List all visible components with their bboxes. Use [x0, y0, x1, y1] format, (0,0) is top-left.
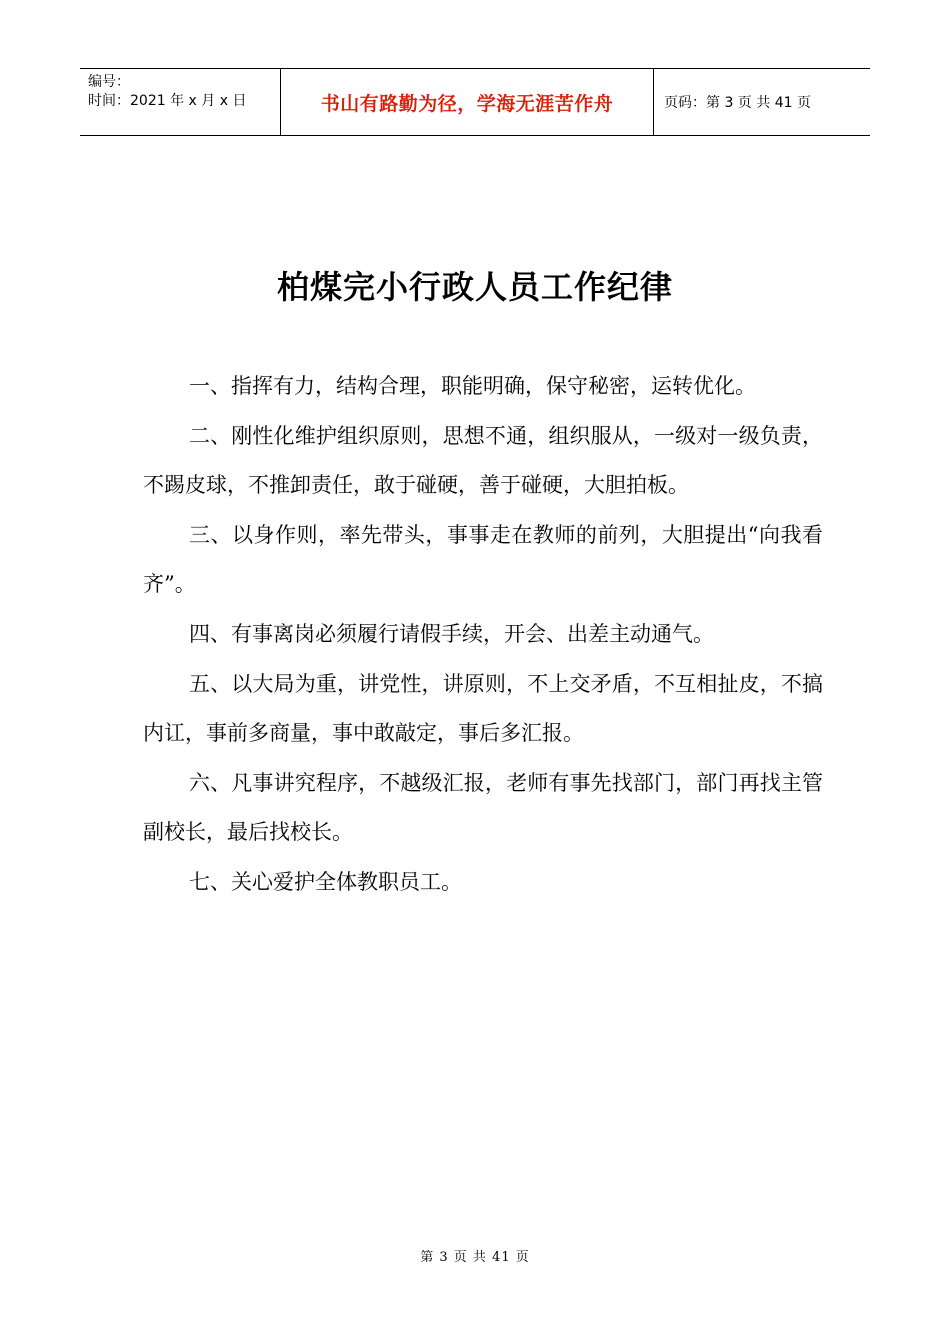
paragraph-1: 一、指挥有力，结构合理，职能明确，保守秘密，运转优化。 [189, 374, 756, 398]
paragraph-7: 七、关心爱护全体教职员工。 [189, 869, 462, 894]
header-page-info: 页码：第 3 页 共 41 页 [664, 95, 811, 111]
paragraph-5: 五、以大局为重，讲党性，讲原则，不上交矛盾，不互相扯皮，不搞内讧，事前多商量，事中敢敲定，事后多汇报。 [143, 671, 823, 746]
paragraph-2: 二、刚性化维护组织原则，思想不通，组织服从，一级对一级负责，不踢皮球，不推卸责任，敢于碰硬，善于碰硬，大胆拍板。 [143, 423, 823, 498]
header-motto-cell [281, 69, 654, 135]
header-page-cell [654, 69, 870, 135]
document-number-label: 编号： [88, 74, 130, 90]
header-motto: 书山有路勤为径，学海无涯苦作舟 [320, 92, 614, 115]
paragraph-3: 三、以身作则，率先带头，事事走在教师的前列，大胆提出“向我看齐”。 [143, 522, 823, 597]
document-header [80, 68, 870, 136]
document-body [143, 362, 823, 908]
paragraph-6: 六、凡事讲究程序，不越级汇报，老师有事先找部门，部门再找主管副校长，最后找校长。 [143, 770, 823, 845]
page-footer: 第 3 页 共 41 页 [420, 1250, 530, 1265]
document-title: 柏煤完小行政人员工作纪律 [276, 268, 673, 306]
paragraph-4: 四、有事离岗必须履行请假手续，开会、出差主动通气。 [189, 621, 714, 646]
header-meta-cell [80, 69, 281, 135]
document-time-label: 时间：2021 年 x 月 x 日 [88, 93, 247, 109]
